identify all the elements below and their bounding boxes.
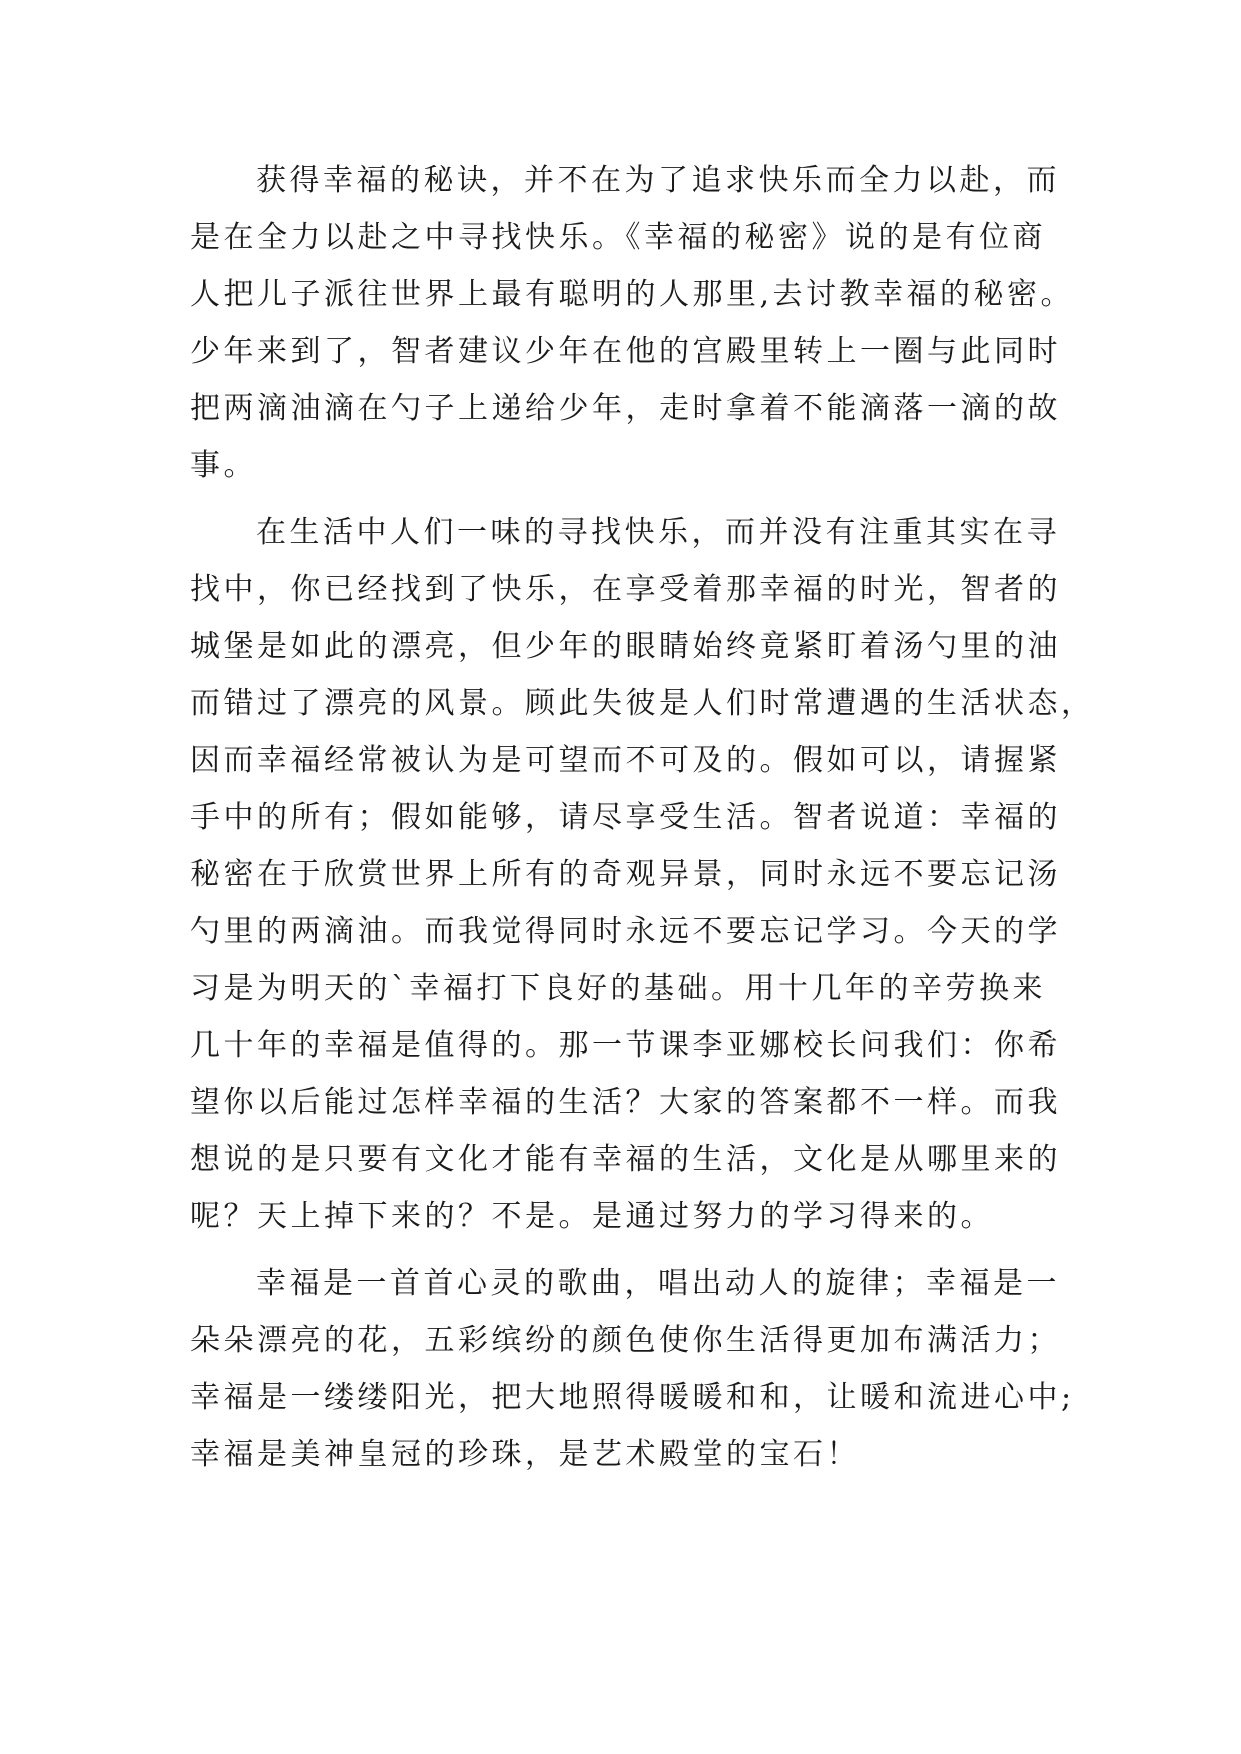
paragraph-1-line-1: 获得幸福的秘诀，并不在为了追求快乐而全力以赴，而 [256,163,1060,198]
paragraph-3-line-2: 朵朵漂亮的花，五彩缤纷的颜色使你生活得更加布满活力； [190,1323,1061,1358]
paragraph-1-line-3: 人把儿子派往世界上最有聪明的人那里,去讨教幸福的秘密。 [190,277,1075,312]
paragraph-1-line-4: 少年来到了，智者建议少年在他的宫殿里转上一圈与此同时 [190,334,1061,369]
paragraph-3-line-1: 幸福是一首首心灵的歌曲，唱出动人的旋律；幸福是一 [256,1266,1060,1301]
paragraph-2-line-4: 而错过了漂亮的风景。顾此失彼是人们时常遭遇的生活状态， [190,686,1095,721]
paragraph-2-line-13: 呢？天上掉下来的？不是。是通过努力的学习得来的。 [190,1199,994,1234]
paragraph-2-line-2: 找中，你已经找到了快乐，在享受着那幸福的时光，智者的 [190,572,1061,607]
paragraph-2-line-9: 习是为明天的`幸福打下良好的基础。用十几年的辛劳换来 [190,971,1046,1006]
paragraph-2-line-1: 在生活中人们一味的寻找快乐，而并没有注重其实在寻 [256,515,1060,550]
paragraph-2-line-10: 几十年的幸福是值得的。那一节课李亚娜校长问我们：你希 [190,1028,1061,1063]
paragraph-2-line-8: 勺里的两滴油。而我觉得同时永远不要忘记学习。今天的学 [190,914,1061,949]
paragraph-1-line-5: 把两滴油滴在勺子上递给少年，走时拿着不能滴落一滴的故 [190,391,1061,426]
paragraph-1-line-2: 是在全力以赴之中寻找快乐。《幸福的秘密》说的是有位商 [190,220,1046,255]
paragraph-2-line-3: 城堡是如此的漂亮，但少年的眼睛始终竟紧盯着汤勺里的油 [190,629,1061,664]
paragraph-2-line-7: 秘密在于欣赏世界上所有的奇观异景，同时永远不要忘记汤 [190,857,1061,892]
paragraph-2-line-6: 手中的所有；假如能够，请尽享受生活。智者说道：幸福的 [190,800,1061,835]
paragraph-2-line-11: 望你以后能过怎样幸福的生活？大家的答案都不一样。而我 [190,1085,1061,1120]
paragraph-2-line-5: 因而幸福经常被认为是可望而不可及的。假如可以，请握紧 [190,743,1061,778]
paragraph-3-line-4: 幸福是美神皇冠的珍珠，是艺术殿堂的宝石！ [190,1437,860,1472]
paragraph-2-line-12: 想说的是只要有文化才能有幸福的生活，文化是从哪里来的 [190,1142,1061,1177]
paragraph-1-line-6: 事。 [190,448,257,483]
paragraph-3-line-3: 幸福是一缕缕阳光，把大地照得暖暖和和，让暖和流进心中; [190,1380,1075,1415]
